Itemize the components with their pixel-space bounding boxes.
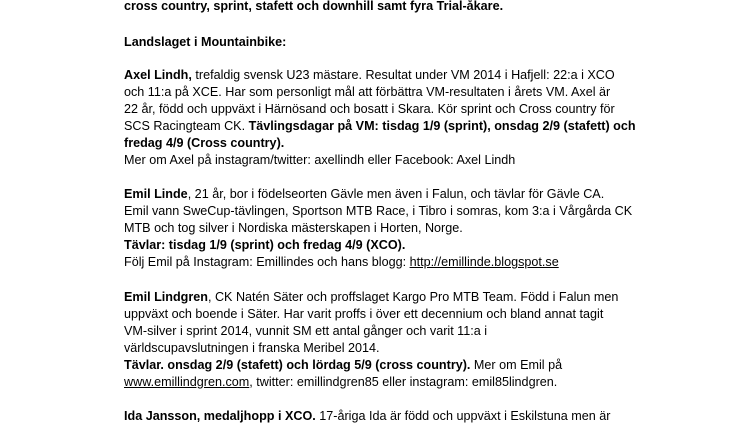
paragraph-line: Mer om Axel på instagram/twitter: axellindh eller Facebook: Axel Lindh	[124, 153, 516, 167]
paragraph-line: Ida Jansson, medaljhopp i XCO. 17-åriga Ida är född och uppväxt i Eskilstuna men är	[124, 409, 611, 423]
paragraph-line: VM-silver i sprint 2014, vunnit SM ett antal gånger och varit 11:a i	[124, 324, 488, 338]
paragraph-line: fredag 4/9 (Cross country).	[124, 136, 285, 150]
paragraph-line: www.emillindgren.com, twitter: emillindgren85 eller instagram: emil85lindgren.	[124, 375, 558, 389]
paragraph-line: Tävlar. onsdag 2/9 (stafett) och lördag 5/9 (cross country). Mer om Emil på	[124, 358, 563, 372]
rider-name: Emil Lindgren	[124, 290, 208, 304]
blog-link[interactable]: http://emillinde.blogspot.se	[409, 255, 559, 269]
paragraph-line: 22 år, född och uppväxt i Härnösand och bosatt i Skara. Kör sprint och Cross country för	[124, 102, 615, 116]
paragraph-line: Emil Lindgren, CK Natén Säter och proffslaget Kargo Pro MTB Team. Född i Falun men	[124, 290, 619, 304]
paragraph-line: SCS Racingteam CK. Tävlingsdagar på VM: tisdag 1/9 (sprint), onsdag 2/9 (stafett) och	[124, 119, 636, 133]
paragraph-line: MTB och tog silver i Nordiska mästerskapen i Horten, Norge.	[124, 221, 463, 235]
paragraph-line: Emil vann SweCup-tävlingen, Sportson MTB Race, i Tibro i somras, kom 3:a i Vårgårda CK	[124, 204, 633, 218]
paragraph-line: Följ Emil på Instagram: Emillindes och hans blogg: http://emillinde.blogspot.se	[124, 255, 559, 269]
paragraph-line: världscupavslutningen i franska Meribel 2014.	[124, 341, 380, 355]
section-heading: Landslaget i Mountainbike:	[124, 35, 287, 49]
website-link[interactable]: www.emillindgren.com	[124, 375, 250, 389]
paragraph-line: Tävlar: tisdag 1/9 (sprint) och fredag 4/9 (XCO).	[124, 238, 406, 252]
rider-name: Axel Lindh,	[124, 68, 192, 82]
paragraph-line: Emil Linde, 21 år, bor i födelseorten Gävle men även i Falun, och tävlar för Gävle CA.	[124, 187, 605, 201]
rider-name: Emil Linde	[124, 187, 188, 201]
paragraph-line: och 11:a på XCE. Har som personligt mål att förbättra VM-resultaten i årets VM. Axel är	[124, 85, 611, 99]
rider-name: Ida Jansson, medaljhopp i XCO.	[124, 409, 316, 423]
paragraph-line: Axel Lindh, trefaldig svensk U23 mästare. Resultat under VM 2014 i Hafjell: 22:a i XCO	[124, 68, 615, 82]
paragraph-line: uppväxt och boende i Säter. Har varit proffs i över ett decennium och bland annat tagit	[124, 307, 604, 321]
intro-line: cross country, sprint, stafett och downhill samt fyra Trial-åkare.	[124, 0, 504, 13]
